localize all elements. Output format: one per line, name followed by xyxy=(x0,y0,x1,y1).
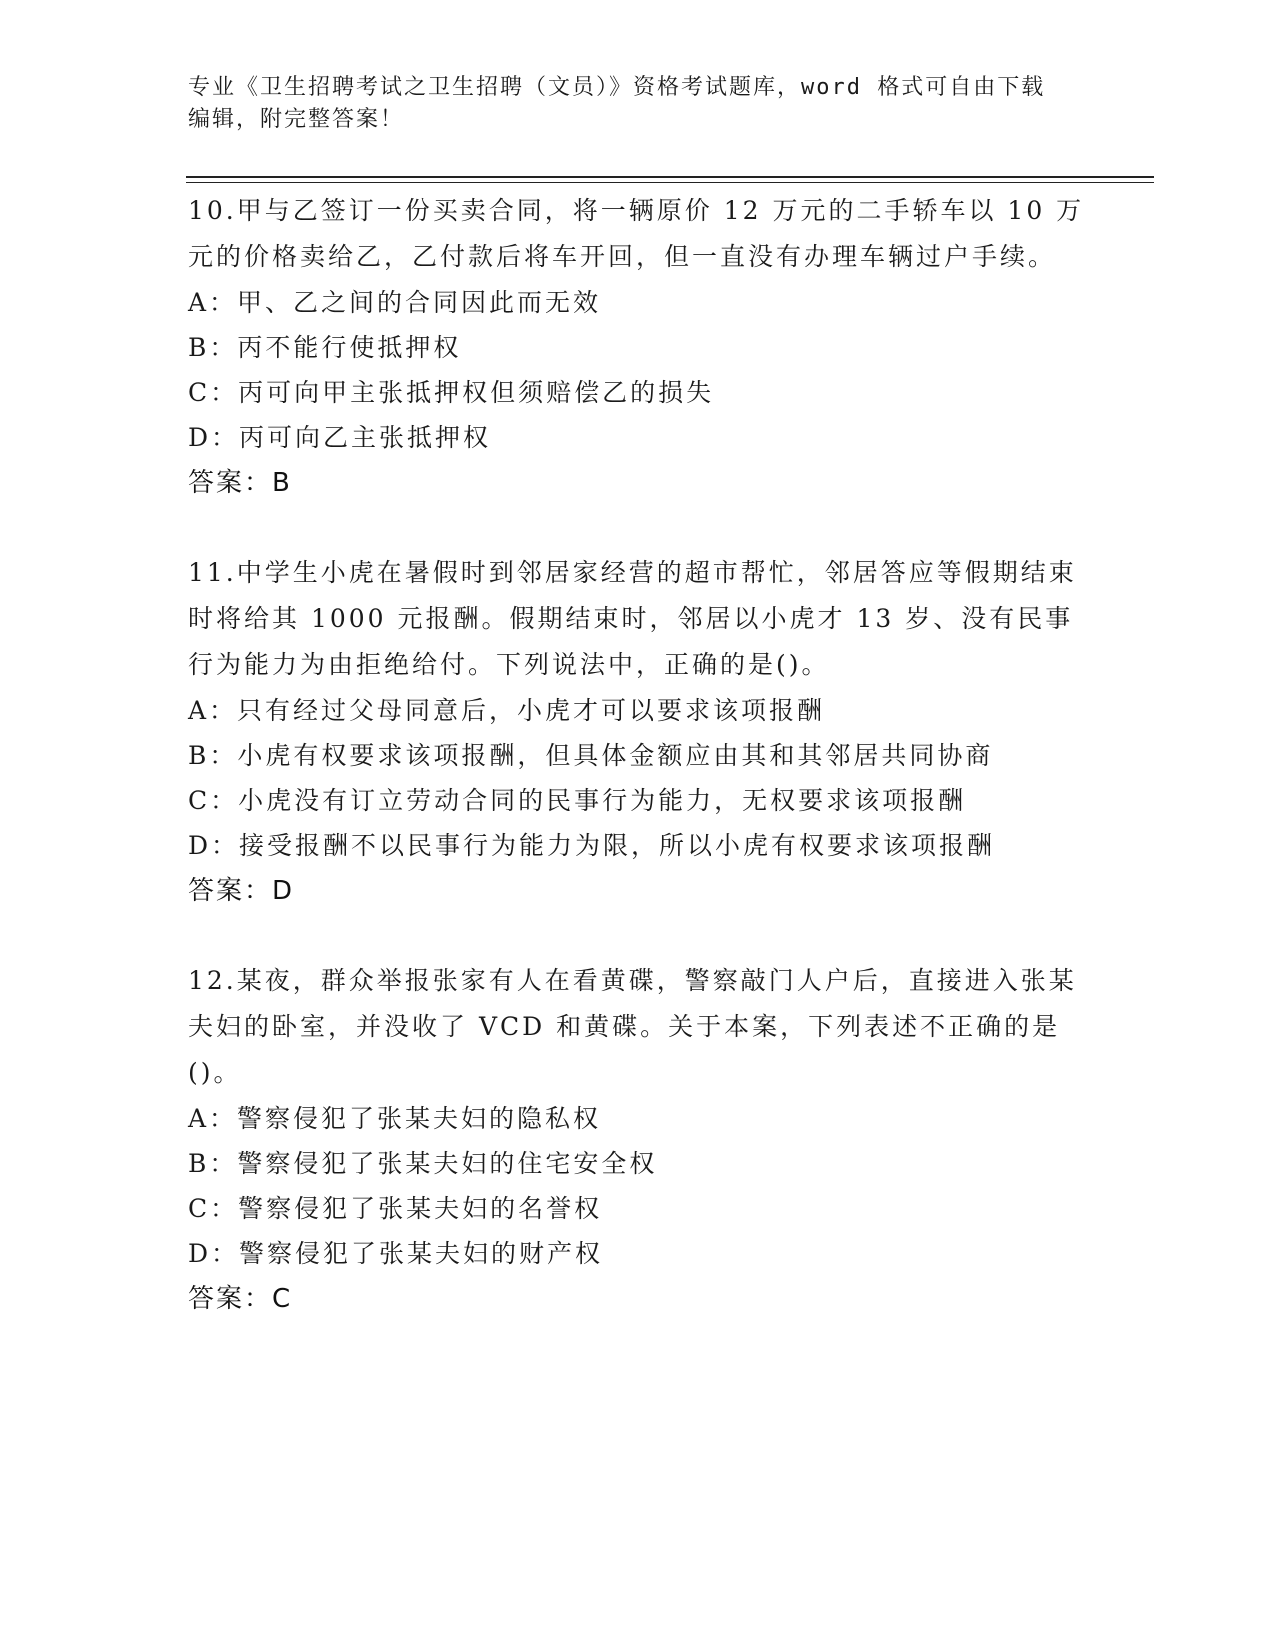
option-a: A：警察侵犯了张某夫妇的隐私权 xyxy=(188,1104,602,1133)
option-c: C：警察侵犯了张某夫妇的名誉权 xyxy=(188,1194,603,1223)
question-stem: 11.中学生小虎在暑假时到邻居家经营的超市帮忙，邻居答应等假期结束时将给其 1000 元报酬。假期结束时，邻居以小虎才 13 岁、没有民事行为能力为由拒绝给付。下列说法中，正确的是()。 xyxy=(188,558,1077,679)
option-a: A：只有经过父母同意后，小虎才可以要求该项报酬 xyxy=(188,696,826,725)
option-b: B：警察侵犯了张某夫妇的住宅安全权 xyxy=(188,1149,658,1178)
document-header: 专业《卫生招聘考试之卫生招聘（文员）》资格考试题库，word 格式可自由下载编辑，附完整答案！ xyxy=(188,75,1046,132)
answer-label: 答案：C xyxy=(188,1284,293,1314)
header-divider-thick xyxy=(186,176,1154,178)
question-stem: 10.甲与乙签订一份买卖合同，将一辆原价 12 万元的二手轿车以 10 万元的价格卖给乙，乙付款后将车开回，但一直没有办理车辆过户手续。 xyxy=(188,196,1085,271)
question-stem: 12.某夜，群众举报张家有人在看黄碟，警察敲门人户后，直接进入张某夫妇的卧室，并没收了 VCD 和黄碟。关于本案，下列表述不正确的是()。 xyxy=(188,966,1077,1087)
option-d: D：丙可向乙主张抵押权 xyxy=(188,423,492,452)
answer-label: 答案：D xyxy=(188,876,295,906)
option-b: B：丙不能行使抵押权 xyxy=(188,333,462,362)
answer-label: 答案：B xyxy=(188,468,292,498)
header-divider-thin xyxy=(186,182,1154,183)
option-a: A：甲、乙之间的合同因此而无效 xyxy=(188,288,602,317)
option-c: C：小虎没有订立劳动合同的民事行为能力，无权要求该项报酬 xyxy=(188,786,967,815)
option-d: D：警察侵犯了张某夫妇的财产权 xyxy=(188,1239,604,1268)
question-item xyxy=(188,958,1088,1322)
question-item xyxy=(188,188,1088,506)
question-list xyxy=(188,188,1088,1366)
option-c: C：丙可向甲主张抵押权但须赔偿乙的损失 xyxy=(188,378,715,407)
option-d: D：接受报酬不以民事行为能力为限，所以小虎有权要求该项报酬 xyxy=(188,831,996,860)
option-b: B：小虎有权要求该项报酬，但具体金额应由其和其邻居共同协商 xyxy=(188,741,994,770)
question-item xyxy=(188,550,1088,914)
